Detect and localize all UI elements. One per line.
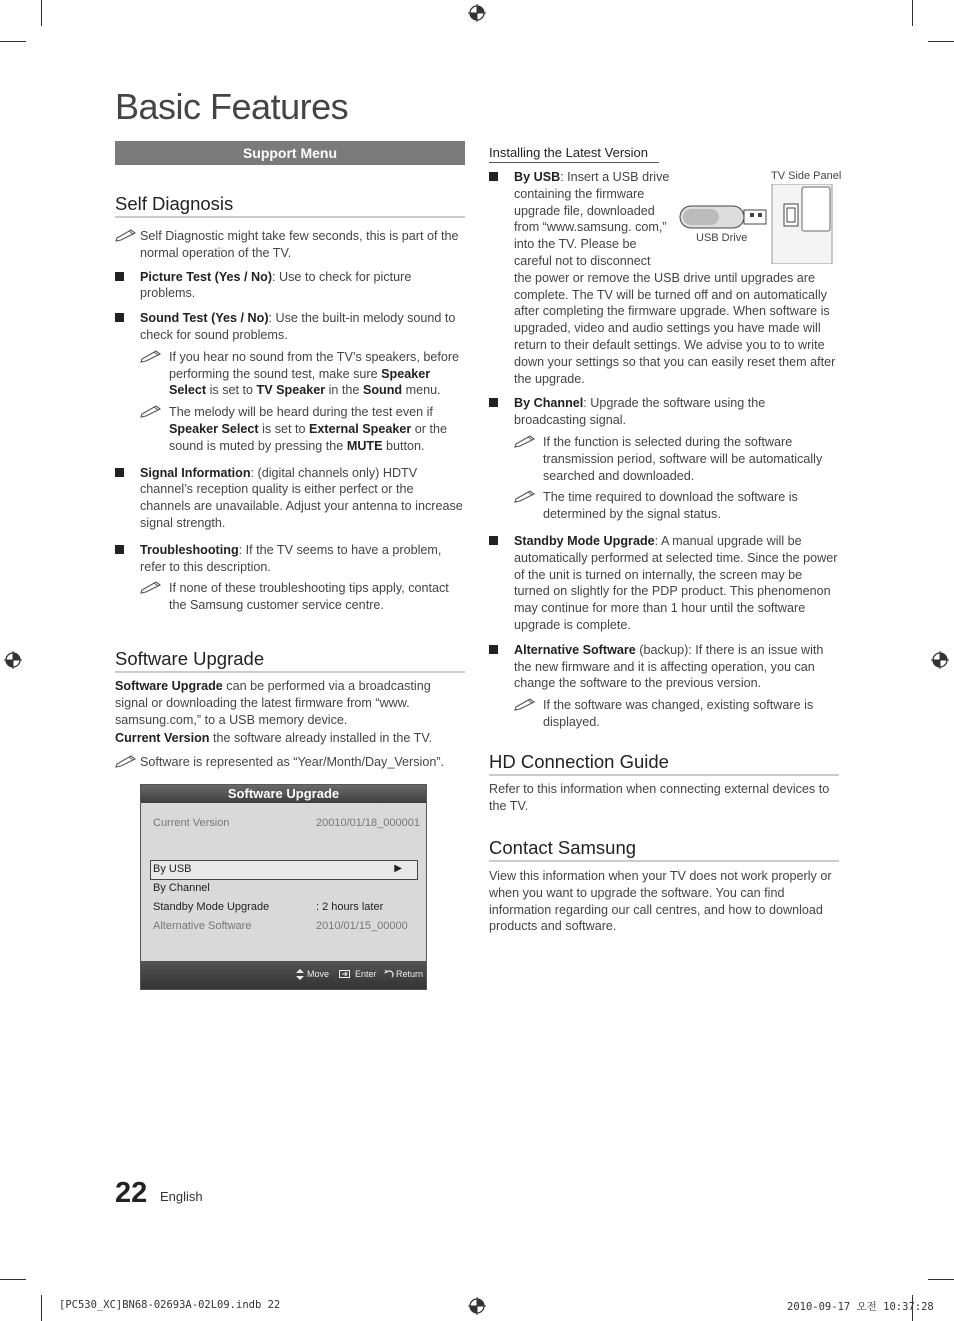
installing-section xyxy=(489,169,842,731)
return-icon xyxy=(384,969,394,979)
bullet-icon xyxy=(489,645,498,654)
move-arrows-icon xyxy=(296,969,304,980)
bullet-icon xyxy=(489,536,498,545)
note-text: If none of these troubleshooting tips apply, contact the Samsung customer service centre. xyxy=(169,581,449,613)
item-label: Alternative Software xyxy=(514,642,636,657)
item-label: Signal Information xyxy=(140,465,251,480)
pencil-note-icon xyxy=(514,434,536,448)
paragraph xyxy=(115,730,465,747)
note xyxy=(514,489,839,523)
pencil-note-icon xyxy=(514,697,536,711)
note-bold: Sound xyxy=(362,383,403,398)
note xyxy=(115,228,465,262)
note-text: in the xyxy=(325,383,363,398)
crop-mark xyxy=(928,1279,954,1280)
list-item xyxy=(489,169,842,387)
item-text: : (digital channels only) HDTV channel’s reception quality is either perfect or the channels are unavailable. Adjust your antenna to increase signal strength. xyxy=(140,465,463,530)
pencil-note-icon xyxy=(140,349,162,363)
osd-item-by-usb[interactable] xyxy=(150,860,418,880)
pencil-note-icon xyxy=(115,228,137,242)
osd-label: Alternative Software xyxy=(153,920,252,932)
note-bold: TV Speaker xyxy=(256,383,326,398)
bullet-icon xyxy=(115,272,124,281)
note xyxy=(514,697,839,731)
self-diagnosis-heading: Self Diagnosis xyxy=(115,193,465,218)
paragraph xyxy=(115,678,465,728)
list-item xyxy=(115,269,465,303)
note-bold: External Speaker xyxy=(309,421,412,436)
item-text: : Use to check for picture problems. xyxy=(140,269,412,301)
note-text: If the software was changed, existing software is displayed. xyxy=(543,698,814,729)
support-menu-bar: Support Menu xyxy=(115,141,465,165)
software-upgrade-osd xyxy=(140,784,427,990)
item-label: By Channel xyxy=(514,396,584,411)
return-label: Return xyxy=(396,969,424,979)
note xyxy=(115,754,465,771)
item-text: : Upgrade the software using the broadcasting signal. xyxy=(514,396,766,428)
paragraph-text: the software already installed in the TV. xyxy=(209,731,433,746)
paragraph-bold: Software Upgrade xyxy=(115,679,223,693)
crop-mark xyxy=(41,1295,42,1321)
note-text: button. xyxy=(382,438,425,453)
note-text: The time required to download the software is determined by the signal status. xyxy=(543,490,798,522)
hd-connection-text: Refer to this information when connecting external devices to the TV. xyxy=(489,782,830,813)
item-text: (backup): If there is an issue with the new firmware and it is affecting operation, you can change the software to the previous version. xyxy=(514,642,824,691)
hd-connection-heading: HD Connection Guide xyxy=(489,751,839,776)
note-text: is set to xyxy=(258,421,310,436)
item-text: the power or remove the USB drive until upgrades are complete. The TV will be turned off and on automatically after completing the firmware upgrade. When software is upgraded, video and audio settings you have made will return to their default settings. We advise you to to write down your settings so that you can easily reset them after the upgrade. xyxy=(514,270,836,386)
note xyxy=(140,404,465,454)
note-text: The melody will be heard during the test even if xyxy=(169,405,433,420)
osd-label: Current Version xyxy=(153,817,230,829)
osd-footer xyxy=(141,961,426,989)
print-slug-left: [PC530_XC]BN68-02693A-02L09.indb 22 xyxy=(59,1299,281,1311)
osd-item-by-channel[interactable] xyxy=(153,880,416,896)
registration-mark-icon xyxy=(931,651,949,669)
osd-item-standby[interactable] xyxy=(153,899,416,915)
bullet-icon xyxy=(115,468,124,477)
print-slug-right: 2010-09-17 오전 10:37:28 xyxy=(787,1301,934,1313)
item-text: : Use the built-in melody sound to check for sound problems. xyxy=(140,311,456,342)
pencil-note-icon xyxy=(115,754,137,768)
registration-mark-icon xyxy=(4,651,22,669)
crop-mark xyxy=(912,0,913,26)
note-text: or the sound is muted by pressing the xyxy=(169,421,447,453)
item-label: Standby Mode Upgrade xyxy=(514,533,655,548)
item-label: Picture Test (Yes / No) xyxy=(140,269,273,284)
note xyxy=(140,349,465,399)
registration-mark-icon xyxy=(468,4,486,22)
language-label: English xyxy=(160,1189,203,1204)
move-label: Move xyxy=(307,969,330,979)
note-bold: MUTE xyxy=(346,438,383,453)
note-text: Self Diagnostic might take few seconds, this is part of the normal operation of the TV. xyxy=(140,229,459,260)
item-text: : A manual upgrade will be automatically performed at selected time. Since the power of the unit is turned on internally, the screen may be turned on slightly for the PDP product. This phenomenon may continue for more than 1 hour until the software upgrade is complete. xyxy=(514,533,838,632)
paragraph-bold: Current Version xyxy=(115,731,210,746)
osd-value: 2010/01/15_00000 xyxy=(316,920,408,932)
contact-samsung-text: View this information when your TV does not work properly or when you want to upgrade the software. You can find information regarding our call centres, and how to download products and software. xyxy=(489,869,832,934)
crop-mark xyxy=(0,1279,26,1280)
usb-text-narrow xyxy=(514,169,676,270)
list-item xyxy=(489,395,839,523)
bullet-icon xyxy=(489,398,498,407)
page-number: 22 xyxy=(115,1177,148,1209)
osd-label: By Channel xyxy=(153,882,210,894)
note xyxy=(514,434,839,484)
bullet-icon xyxy=(489,172,498,181)
arrow-right-icon: ▶ xyxy=(394,863,402,874)
list-item xyxy=(115,465,465,532)
osd-value: : 2 hours later xyxy=(316,901,384,913)
page-title: Basic Features xyxy=(115,86,349,127)
note-text: Software is represented as “Year/Month/Day_Version”. xyxy=(140,755,445,770)
enter-label: Enter xyxy=(355,969,377,979)
installing-heading: Installing the Latest Version xyxy=(489,145,659,163)
crop-mark xyxy=(0,41,26,42)
list-item xyxy=(489,642,839,731)
pencil-note-icon xyxy=(140,404,162,418)
item-label: By USB xyxy=(514,170,561,184)
note-bold: Speaker Select xyxy=(169,366,431,398)
item-label: Sound Test (Yes / No) xyxy=(140,311,269,326)
note-text: If the function is selected during the software transmission period, software will be automatically searched and downloaded. xyxy=(543,434,823,483)
list-item xyxy=(489,533,839,634)
osd-value: 20010/01/18_000001 xyxy=(316,817,420,829)
list-item xyxy=(115,310,465,454)
note-text: is set to xyxy=(206,383,257,398)
note-text: If you hear no sound from the TV’s speakers, before performing the sound test, make sure xyxy=(169,349,460,381)
note xyxy=(140,580,465,614)
osd-current-version xyxy=(153,815,420,831)
bullet-icon xyxy=(115,545,124,554)
pencil-note-icon xyxy=(514,489,536,503)
paragraph-text: can be performed via a broadcasting signal or downloading the latest firmware from “www. samsung.com,” to a USB memory device. xyxy=(115,679,431,727)
bullet-icon xyxy=(115,313,124,322)
software-upgrade-section xyxy=(115,678,465,771)
item-text: : Insert a USB drive containing the firmware upgrade file, downloaded from “www.samsung. com,” into the TV. Please be careful not to disconnect xyxy=(514,170,670,268)
enter-icon xyxy=(339,969,351,979)
registration-mark-icon xyxy=(468,1297,486,1315)
note-bold: Speaker Select xyxy=(169,421,259,436)
tv-side-panel-label: TV Side Panel xyxy=(771,170,842,182)
self-diagnosis-section xyxy=(115,228,465,614)
usb-drive-label: USB Drive xyxy=(696,232,748,244)
osd-title: Software Upgrade xyxy=(141,785,426,803)
note-text: menu. xyxy=(402,383,441,398)
contact-samsung-heading: Contact Samsung xyxy=(489,837,839,862)
osd-item-alternative xyxy=(153,918,416,934)
software-upgrade-heading: Software Upgrade xyxy=(115,648,465,673)
osd-label: By USB xyxy=(153,863,192,875)
crop-mark xyxy=(41,0,42,26)
item-text: : If the TV seems to have a problem, refer to this description. xyxy=(140,542,442,574)
item-label: Troubleshooting xyxy=(140,542,239,557)
osd-label: Standby Mode Upgrade xyxy=(153,901,270,913)
list-item xyxy=(115,542,465,614)
crop-mark xyxy=(928,41,954,42)
pencil-note-icon xyxy=(140,580,162,594)
